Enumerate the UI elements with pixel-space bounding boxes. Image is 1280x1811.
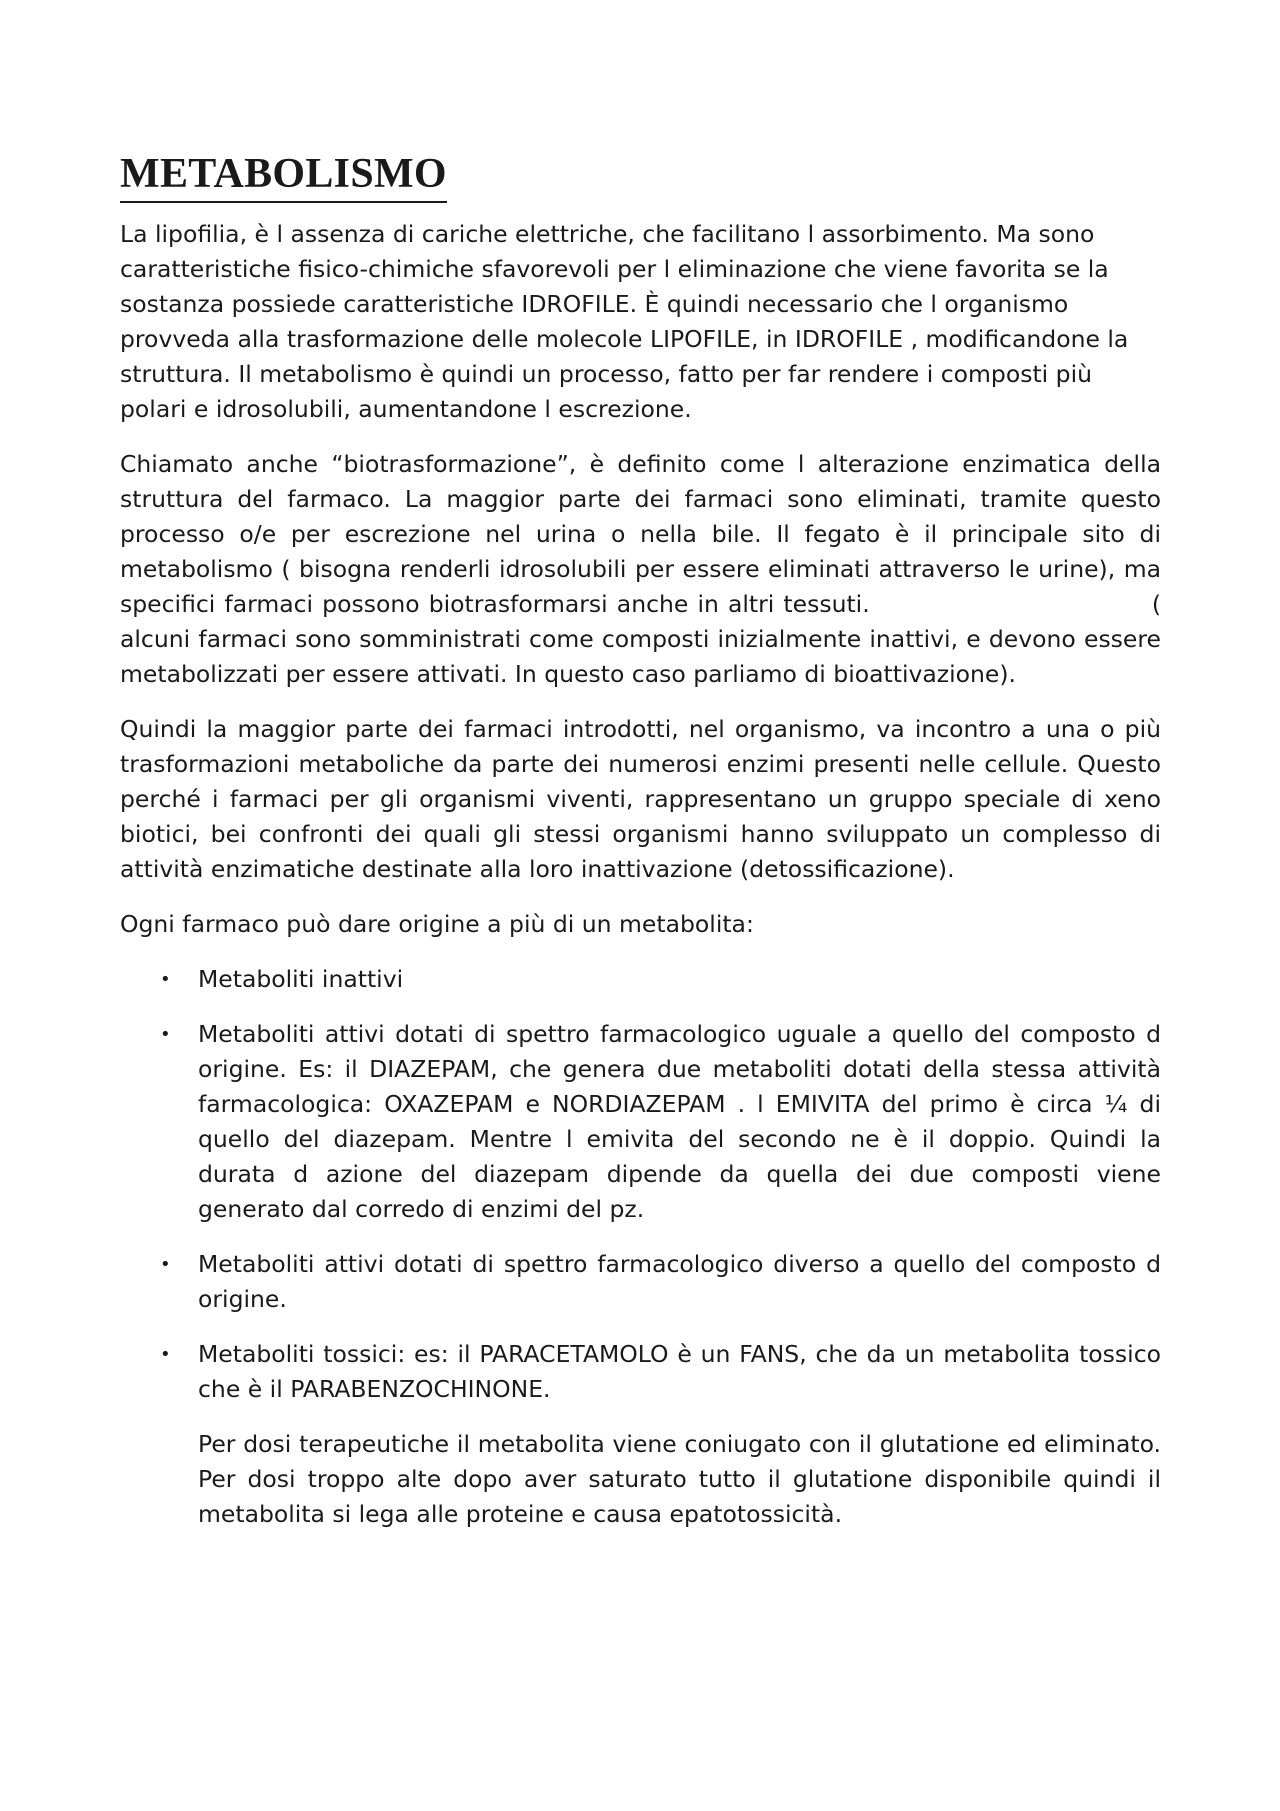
document-page: [120, 148, 1169, 1552]
list-item: [160, 1247, 1161, 1317]
title-wrapper: [120, 148, 1161, 211]
list-item-text: Metaboliti attivi dotati di spettro farmacologico uguale a quello del composto d origine. Es: il DIAZEPAM, che genera due metaboliti dotati della stessa attività farmacologica: OXAZEPAM e NORDIAZEPAM . l EMIVITA del primo è circa ¼ di quello del diazepam. Mentre l emivita del secondo ne è il doppio. Quindi la durata d azione del diazepam dipende da quella dei due composti viene generato dal corredo di enzimi del pz.: [198, 1020, 1161, 1223]
list-item: [160, 962, 1161, 997]
list-item: [160, 1337, 1161, 1407]
bullet-icon: •: [160, 1344, 171, 1365]
paragraph-trasformazioni: Quindi la maggior parte dei farmaci introdotti, nel organismo, va incontro a una o più trasformazioni metaboliche da parte dei numerosi enzimi presenti nelle cellule. Questo perché i farmaci per gli organismi viventi, rappresentano un gruppo speciale di xeno biotici, bei confronti dei quali gli stessi organismi hanno sviluppato un complesso di attività enzimatiche destinate alla loro inattivazione (detossificazione).: [120, 715, 1161, 883]
metaboliti-list: [120, 962, 1161, 1407]
bullet-icon: •: [160, 1024, 171, 1045]
list-item: [160, 1017, 1161, 1227]
list-item-text: Metaboliti tossici: es: il PARACETAMOLO è un FANS, che da un metabolita tossico che è il PARABENZOCHINONE.: [198, 1340, 1161, 1403]
paragraph-metaboliti-intro: Ogni farmaco può dare origine a più di un metabolita:: [120, 910, 754, 938]
paragraph-lipofilia: La lipofilia, è l assenza di cariche elettriche, che facilitano l assorbimento. Ma sono caratteristiche fisico-chimiche sfavorevoli per l eliminazione che viene favorita se la sostanza possiede caratteristiche IDROFILE. È quindi necessario che l organismo provveda alla trasformazione delle molecole LIPOFILE, in IDROFILE , modificandone la struttura. Il metabolismo è quindi un processo, fatto per far rendere i composti più polari e idrosolubili, aumentandone l escrezione.: [120, 220, 1129, 423]
bullet-icon: •: [160, 1254, 171, 1275]
paragraph-biotrasformazione: Chiamato anche “biotrasformazione”, è definito come l alterazione enzimatica della struttura del farmaco. La maggior parte dei farmaci sono eliminati, tramite questo processo o/e per escrezione nel urina o nella bile. Il fegato è il principale sito di metabolismo ( bisogna renderli idrosolubili per essere eliminati attraverso le urine), ma specifici farmaci possono biotrasformarsi anche in altri tessuti. ( alcuni farmaci sono somministrati come composti inizialmente inattivi, e devono essere metabolizzati per essere attivati. In questo caso parliamo di bioattivazione).: [120, 450, 1169, 688]
list-item-text: Metaboliti inattivi: [198, 965, 404, 993]
bullet-icon: •: [160, 969, 171, 990]
list-item-text: Metaboliti attivi dotati di spettro farmacologico diverso a quello del composto d origine.: [198, 1250, 1161, 1313]
paragraph-dosi: Per dosi terapeutiche il metabolita viene coniugato con il glutatione ed eliminato. Per dosi troppo alte dopo aver saturato tutto il glutatione disponibile quindi il metabolita si lega alle proteine e causa epatotossicità.: [198, 1430, 1161, 1528]
page-title: METABOLISMO: [120, 148, 447, 203]
